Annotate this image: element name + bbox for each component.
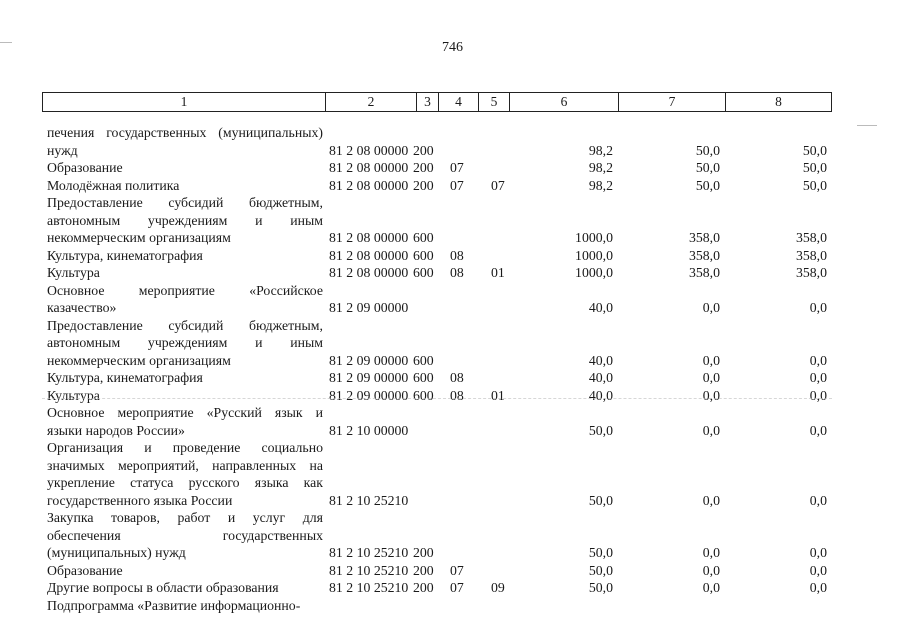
row-name: Основное мероприятие «Российское казачество» [47,282,323,315]
row-s8: 0,0 [809,300,827,315]
row-s8: 358,0 [795,230,827,245]
row-code: 81 2 08 00000 [329,142,409,158]
row-divider [42,398,832,399]
table-body [47,124,837,614]
row-s7: 0,0 [702,545,720,560]
row-s6: 40,0 [588,300,613,315]
row-vr: 200 [413,562,434,578]
row-name: Организация и проведение социально значимых мероприятий, направленных на укрепление статуса русского языка как государственного языка России [47,440,323,508]
row-code: 81 2 10 25210 [329,562,409,578]
row-s7: 358,0 [688,247,720,263]
row-name: Образование [47,160,123,175]
row-code: 81 2 09 00000 [329,300,409,315]
row-s8: 0,0 [809,545,827,560]
row-s7: 358,0 [688,230,720,245]
row-vr: 200 [413,545,434,560]
row-s6: 50,0 [588,562,613,578]
row-vr: 600 [413,230,434,245]
row-rz: 07 [450,177,464,193]
row-s6: 40,0 [588,370,613,385]
row-vr: 600 [413,247,434,263]
row-s6: 40,0 [588,387,613,403]
table-row [47,124,837,159]
row-name: Другие вопросы в области образования [47,580,279,595]
table-row [47,579,837,597]
row-vr: 600 [413,352,434,368]
row-s8: 0,0 [809,387,827,403]
row-code: 81 2 09 00000 [329,370,409,385]
row-rz: 08 [450,387,464,403]
table-row [47,369,837,387]
row-s6: 98,2 [588,177,613,193]
row-s8: 0,0 [809,352,827,368]
table-row [47,439,837,509]
row-vr: 200 [413,142,434,158]
row-code: 81 2 08 00000 [329,177,409,193]
row-name: Культура [47,265,100,280]
row-s7: 0,0 [702,352,720,368]
row-code: 81 2 09 00000 [329,352,409,368]
row-pr: 07 [491,177,505,193]
row-vr: 200 [413,177,434,193]
row-name: Предоставление субсидий бюджетным, автономным учреждениям и иным некоммерческим организациям [47,317,323,368]
row-s7: 50,0 [695,142,720,158]
row-s6: 50,0 [588,580,613,595]
row-s7: 0,0 [702,300,720,315]
header-col-5: 5 [479,93,510,111]
table-row [47,177,837,195]
row-s6: 1000,0 [575,230,613,245]
row-s8: 50,0 [802,142,827,158]
row-name: Предоставление субсидий бюджетным, автономным учреждениям и иным некоммерческим организациям [47,195,323,245]
row-vr: 600 [413,265,434,280]
header-col-6: 6 [510,93,619,111]
row-rz: 08 [450,247,464,263]
row-s8: 50,0 [802,160,827,175]
row-vr: 200 [413,580,434,595]
row-pr: 09 [491,580,505,595]
header-col-7: 7 [619,93,726,111]
row-s6: 50,0 [588,492,613,508]
table-header [42,92,832,112]
table-row [47,509,837,562]
row-code: 81 2 10 00000 [329,422,409,438]
row-s8: 0,0 [809,562,827,578]
row-s6: 1000,0 [575,265,613,280]
table-row [47,387,837,405]
row-code: 81 2 08 00000 [329,230,409,245]
row-s8: 0,0 [809,370,827,385]
row-s7: 0,0 [702,562,720,578]
row-s7: 0,0 [702,492,720,508]
table-row [47,247,837,265]
row-code: 81 2 10 25210 [329,492,409,508]
page-number: 746 [442,40,463,55]
row-name: Культура, кинематография [47,247,203,263]
table-row [47,159,837,177]
row-code: 81 2 08 00000 [329,265,409,280]
row-s6: 40,0 [588,352,613,368]
row-s7: 50,0 [695,177,720,193]
row-code: 81 2 08 00000 [329,160,409,175]
row-s7: 0,0 [702,387,720,403]
row-name: Закупка товаров, работ и услуг для обеспечения государственных (муниципальных) нужд [47,510,323,560]
row-name: Основное мероприятие «Русский язык и языки народов России» [47,405,323,438]
row-s6: 98,2 [588,160,613,175]
row-name: Подпрограмма «Развитие информационно- [47,597,301,613]
row-s7: 0,0 [702,422,720,438]
table-row [47,317,837,370]
row-rz: 08 [450,265,464,280]
row-code: 81 2 09 00000 [329,387,409,403]
scan-mark [0,42,12,43]
table-row [47,194,837,247]
table-row [47,264,837,282]
row-name: Молодёжная политика [47,177,180,193]
scan-mark [857,125,877,126]
row-s7: 50,0 [695,160,720,175]
row-pr: 01 [491,387,505,403]
row-name: Культура [47,387,100,403]
row-rz: 07 [450,160,464,175]
header-col-2: 2 [326,93,417,111]
table-row [47,404,837,439]
row-vr: 600 [413,387,434,403]
row-pr: 01 [491,265,505,280]
row-rz: 07 [450,562,464,578]
header-col-8: 8 [775,94,782,109]
table-row [47,597,837,615]
row-s7: 0,0 [702,370,720,385]
table-row [47,282,837,317]
row-s7: 358,0 [688,265,720,280]
row-code: 81 2 10 25210 [329,545,409,560]
row-s8: 358,0 [795,247,827,263]
row-s8: 358,0 [795,265,827,280]
row-s6: 50,0 [588,545,613,560]
table-row [47,562,837,580]
row-rz: 08 [450,370,464,385]
row-s8: 0,0 [809,580,827,595]
header-col-3: 3 [417,93,439,111]
row-code: 81 2 10 25210 [329,580,409,595]
row-code: 81 2 08 00000 [329,247,409,263]
row-vr: 600 [413,370,434,385]
header-col-4: 4 [439,93,479,111]
row-s7: 0,0 [702,580,720,595]
row-name: печения государственных (муниципальных) нужд [47,125,323,158]
row-s6: 50,0 [588,422,613,438]
row-s6: 98,2 [588,142,613,158]
row-name: Культура, кинематография [47,370,203,385]
row-name: Образование [47,562,123,578]
row-s8: 0,0 [809,492,827,508]
row-s6: 1000,0 [575,247,613,263]
row-s8: 0,0 [809,422,827,438]
header-col-1: 1 [43,93,326,111]
row-s8: 50,0 [802,177,827,193]
row-rz: 07 [450,580,464,595]
row-vr: 200 [413,160,434,175]
